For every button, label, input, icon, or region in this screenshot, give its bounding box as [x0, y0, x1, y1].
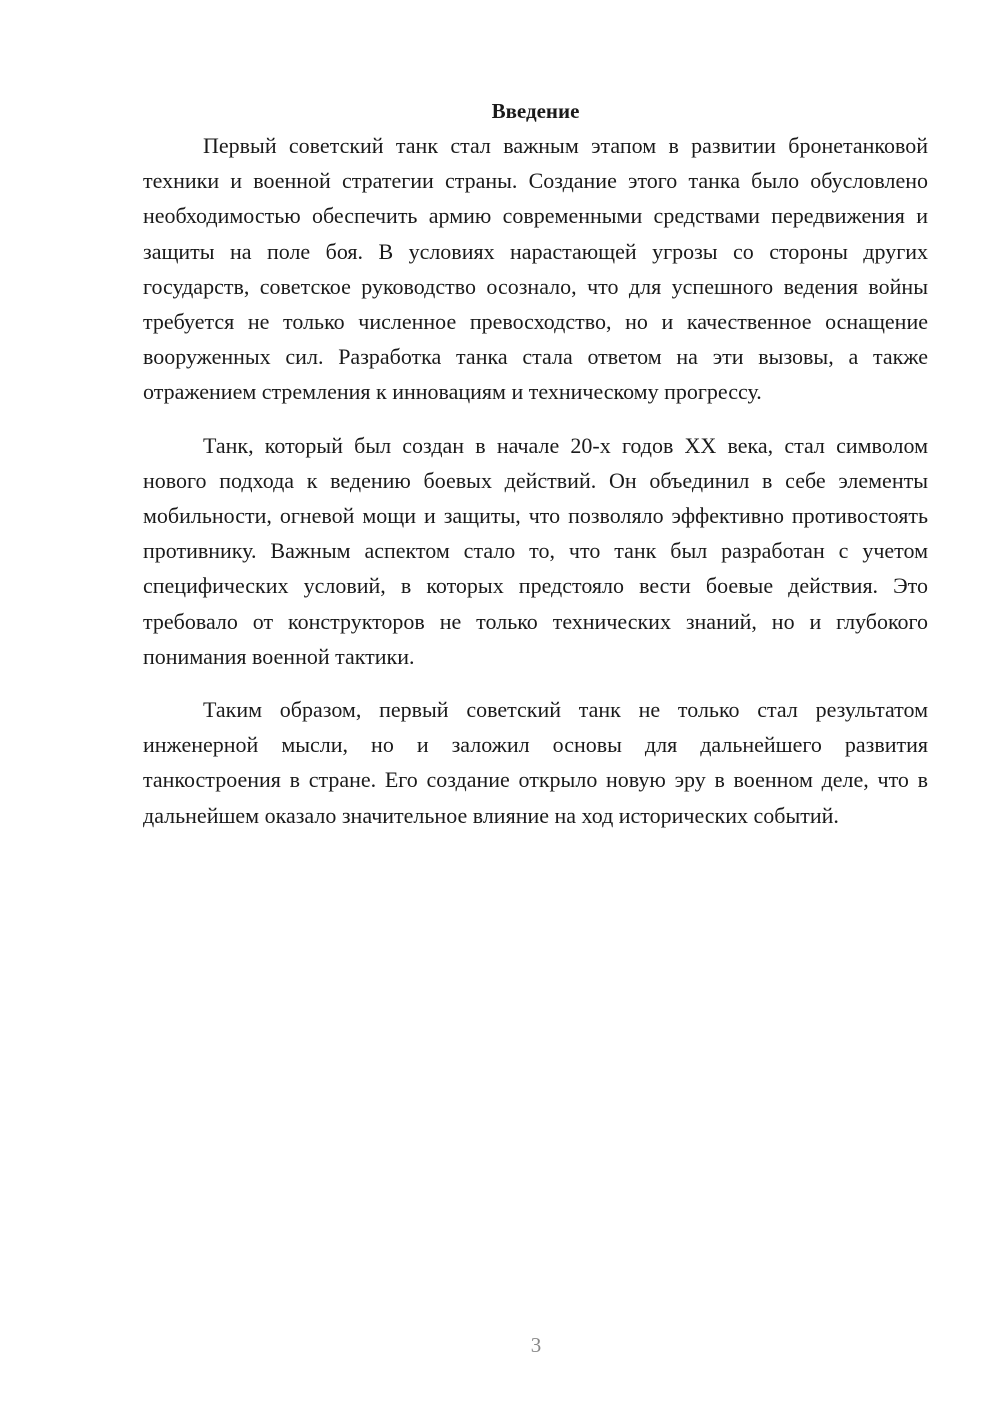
page-number: 3 — [530, 1333, 542, 1357]
section-title: Введение — [491, 99, 580, 123]
paragraph-2: Танк, который был создан в начале 20-х годов XX века, стал символом нового подхода к ведению боевых действий. Он объединил в себе элементы мобильности, огневой мощи и защиты, что позволяло эффективно противостоять противнику. Важным аспектом стало то, что танк был разработан с учетом специфических условий, в которых предстояло вести боевые действия. Это требовало от конструкторов не только технических знаний, но и глубокого понимания военной тактики. — [143, 432, 928, 669]
page-content — [143, 96, 928, 851]
paragraph-3: Таким образом, первый советский танк не только стал результатом инженерной мысли, но и заложил основы для дальнейшего развития танкостроения в стране. Его создание открыло новую эру в военном деле, что в дальнейшем оказало значительное влияние на ход исторических событий. — [143, 697, 928, 828]
paragraph-1: Первый советский танк стал важным этапом в развитии бронетанковой техники и военной стратегии страны. Создание этого танка было обусловлено необходимостью обеспечить армию современными средствами передвижения и защиты на поле боя. В условиях нарастающей угрозы со стороны других государств, советское руководство осознало, что для успешного ведения войны требуется не только численное превосходство, но и качественное оснащение вооруженных сил. Разработка танка стала ответом на эти вызовы, а также отражением стремления к инновациям и техническому прогрессу. — [143, 133, 928, 405]
